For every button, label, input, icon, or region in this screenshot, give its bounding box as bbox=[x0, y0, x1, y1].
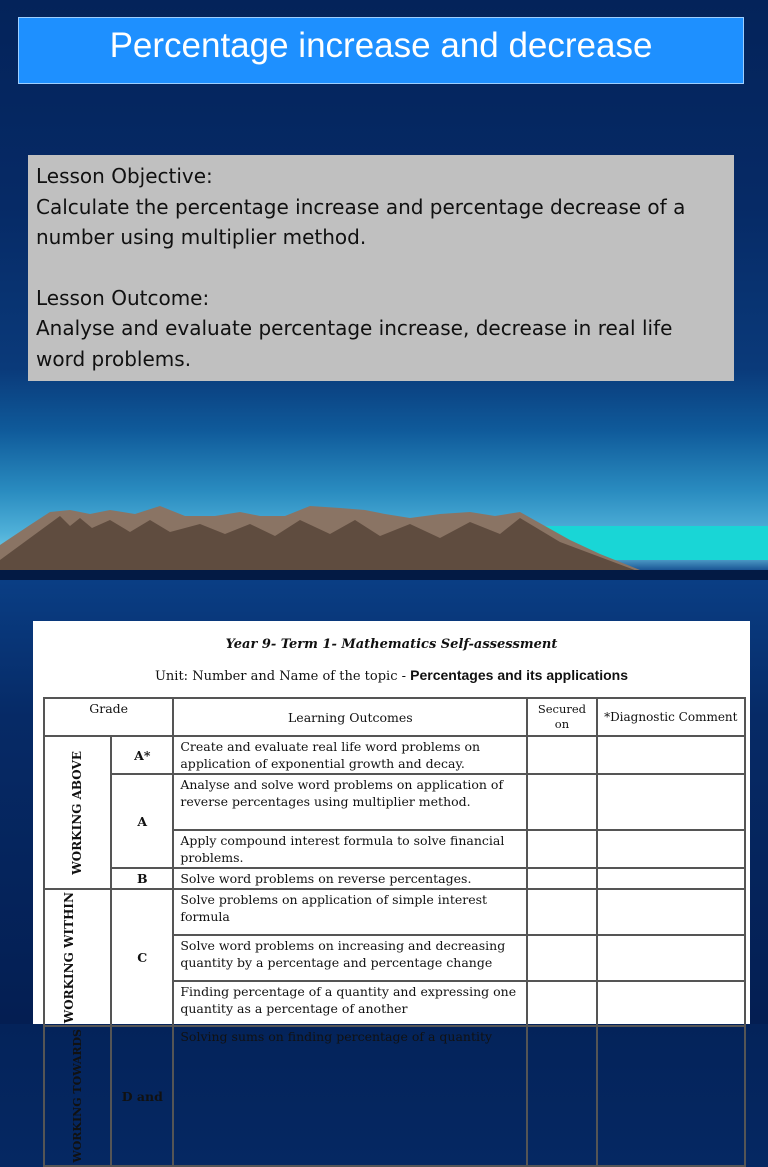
mountain-landscape-image bbox=[0, 490, 768, 580]
band-working-above: WORKING ABOVE bbox=[44, 736, 111, 889]
secured-cell[interactable] bbox=[527, 889, 596, 935]
objective-text: Calculate the percentage increase and percentage decrease of a number using multiplier method. bbox=[36, 194, 686, 249]
comment-cell[interactable] bbox=[597, 981, 745, 1027]
table-header-row bbox=[44, 698, 745, 736]
diagnostic-comment-header: *Diagnostic Comment bbox=[597, 698, 745, 736]
secured-cell[interactable] bbox=[527, 774, 596, 830]
secured-cell[interactable] bbox=[527, 981, 596, 1027]
outcome-d1: Solving sums on finding percentage of a quantity bbox=[173, 1026, 527, 1166]
outcome-b: Solve word problems on reverse percentages. bbox=[173, 868, 527, 889]
outcome-text: Analyse and evaluate percentage increase, decrease in real life word problems. bbox=[36, 316, 673, 371]
table-row bbox=[44, 736, 745, 774]
outcome-c2: Solve word problems on increasing and decreasing quantity by a percentage and percentage change bbox=[173, 935, 527, 981]
grade-d: D and bbox=[111, 1026, 173, 1166]
table-row bbox=[44, 868, 745, 889]
secured-on-header: Secured on bbox=[527, 698, 596, 736]
comment-cell[interactable] bbox=[597, 935, 745, 981]
secured-cell[interactable] bbox=[527, 868, 596, 889]
objective-heading: Lesson Objective: bbox=[36, 164, 213, 188]
band-working-towards: WORKING TOWARDS bbox=[44, 1026, 111, 1166]
comment-cell[interactable] bbox=[597, 774, 745, 830]
comment-cell[interactable] bbox=[597, 889, 745, 935]
table-row bbox=[44, 774, 745, 830]
outcome-heading: Lesson Outcome: bbox=[36, 285, 210, 310]
grade-b: B bbox=[111, 868, 173, 889]
comment-cell[interactable] bbox=[597, 868, 745, 889]
outcome-a1: Analyse and solve word problems on application of reverse percentages using multiplier method. bbox=[173, 774, 527, 830]
comment-cell[interactable] bbox=[597, 1026, 745, 1166]
slide-title: Percentage increase and decrease bbox=[18, 17, 744, 84]
outcome-a2: Apply compound interest formula to solve financial problems. bbox=[173, 830, 527, 868]
band-working-within: WORKING WITHIN bbox=[44, 889, 111, 1026]
unit-prefix: Unit: Number and Name of the topic - bbox=[154, 669, 411, 684]
outcome-c1: Solve problems on application of simple interest formula bbox=[173, 889, 527, 935]
assessment-table bbox=[43, 697, 746, 1167]
table-row bbox=[44, 889, 745, 935]
secured-cell[interactable] bbox=[527, 1026, 596, 1166]
secured-cell[interactable] bbox=[527, 830, 596, 868]
document-unit bbox=[33, 667, 750, 684]
grade-header: Grade bbox=[44, 698, 173, 736]
unit-topic: Percentages and its applications bbox=[410, 667, 629, 683]
outcome-c3: Finding percentage of a quantity and expressing one quantity as a percentage of another bbox=[173, 981, 527, 1027]
lesson-objective-box bbox=[28, 155, 734, 381]
grade-c: C bbox=[111, 889, 173, 1026]
comment-cell[interactable] bbox=[597, 830, 745, 868]
self-assessment-document bbox=[33, 621, 750, 1163]
secured-cell[interactable] bbox=[527, 736, 596, 774]
comment-cell[interactable] bbox=[597, 736, 745, 774]
grade-astar: A* bbox=[111, 736, 173, 774]
table-row bbox=[44, 1026, 745, 1166]
learning-outcomes-header: Learning Outcomes bbox=[173, 698, 527, 736]
document-title: Year 9- Term 1- Mathematics Self-assessment bbox=[225, 637, 558, 652]
outcome-astar: Create and evaluate real life word problems on application of exponential growth and decay. bbox=[173, 736, 527, 774]
secured-cell[interactable] bbox=[527, 935, 596, 981]
grade-a: A bbox=[111, 774, 173, 868]
